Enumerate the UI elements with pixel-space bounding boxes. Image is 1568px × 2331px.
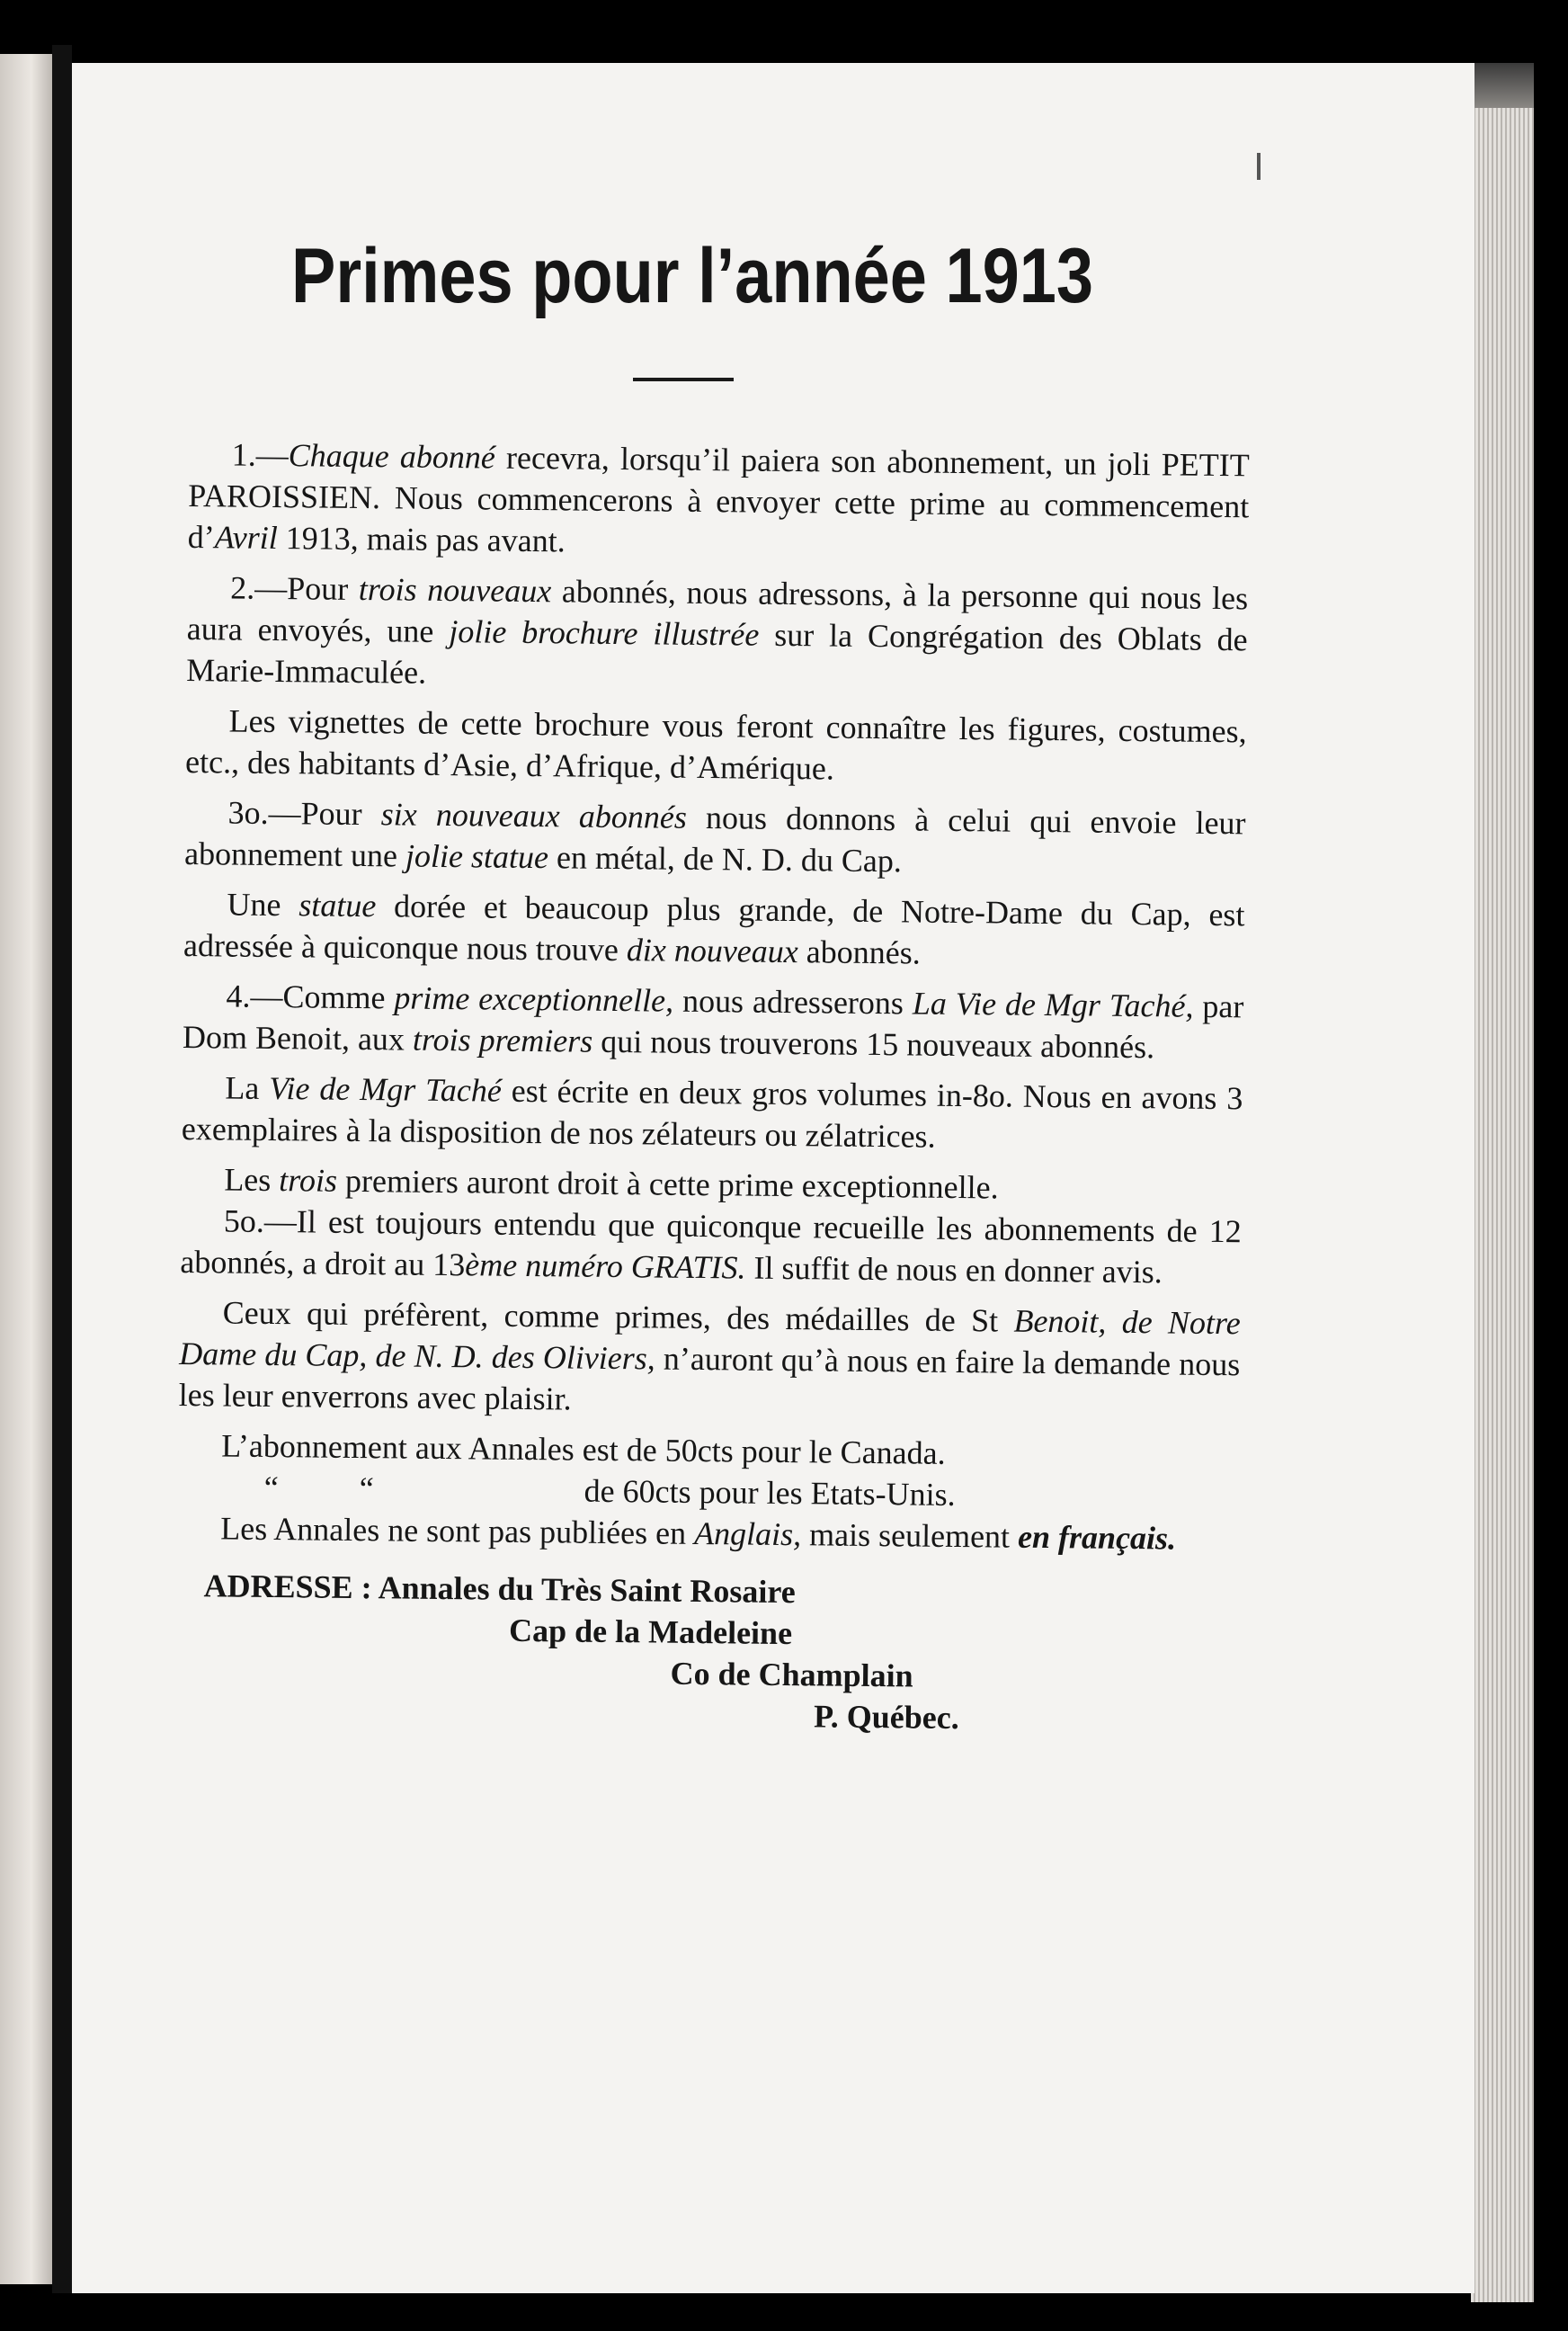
p5-tail: abonnés. xyxy=(797,933,921,971)
p9-lead: 5o.—Il est toujours entendu que quiconque recueille les abonnements de 12 abonnés, a droit au 13 xyxy=(180,1202,1242,1283)
title-rule xyxy=(633,378,734,381)
paragraph-6 xyxy=(183,975,1244,1068)
paragraph-5 xyxy=(183,883,1245,977)
ditto-marks: “ “ xyxy=(263,1469,374,1507)
p4-em: six nouveaux abonnés xyxy=(380,796,688,835)
book-spine xyxy=(52,45,72,2293)
p6-em2: La Vie de Mgr Taché, xyxy=(912,985,1194,1024)
p2-em: trois nouveaux xyxy=(358,570,552,610)
address-block xyxy=(175,1565,1238,1741)
p13-rest: mais seulement xyxy=(800,1516,1019,1555)
paragraph-1 xyxy=(188,433,1250,568)
p7-tail: est écrite en deux gros volumes in-8o. Nous en avons 3 exemplaires à la disposition de nos zélateurs ou zélatrices. xyxy=(181,1072,1243,1155)
p8-em: trois xyxy=(279,1162,338,1199)
p5-rest: dorée et beaucoup plus grande, de Notre-Dame du Cap, est adressée à quiconque nous trouve xyxy=(183,888,1245,969)
p6-em3: trois premiers xyxy=(412,1021,593,1059)
p2-tail: sur la Congrégation des Oblats de Marie-Immaculée. xyxy=(186,616,1248,691)
address-line-3: P. Québec. xyxy=(813,1698,959,1737)
p2-lead: 2.—Pour xyxy=(229,569,360,607)
p1-em2: Avril xyxy=(214,519,278,557)
p6-lead: 4.—Comme xyxy=(226,978,395,1016)
paragraph-10 xyxy=(179,1291,1241,1426)
p6-em: prime exceptionnelle, xyxy=(394,979,674,1019)
p8-tail: premiers auront droit à cette prime exceptionnelle. xyxy=(336,1162,999,1206)
p1-lead: 1.— xyxy=(231,436,289,474)
p12-text: de 60cts pour les Etats-Unis. xyxy=(584,1472,956,1513)
p6-mid: par Dom Benoit, aux xyxy=(182,987,1244,1058)
p4-em2: jolie statue xyxy=(405,837,549,876)
address-line-2: Co de Champlain xyxy=(670,1655,913,1694)
document-body xyxy=(175,433,1250,1741)
page-title: Primes pour l’année 1913 xyxy=(290,233,1094,319)
p7-em: Vie de Mgr Taché xyxy=(269,1069,503,1109)
p2-rest: abonnés, nous adressons, à la personne qui nous les aura envoyés, une xyxy=(186,573,1249,650)
p7-lead: La xyxy=(225,1069,270,1106)
p13-em2: en français. xyxy=(1017,1518,1177,1557)
paragraph-4 xyxy=(184,791,1246,885)
paragraph-9 xyxy=(180,1200,1242,1293)
document-page xyxy=(72,63,1474,2293)
p5-em: statue xyxy=(298,887,377,924)
address-line-0: ADRESSE : Annales du Très Saint Rosaire xyxy=(203,1567,796,1611)
paragraph-7 xyxy=(182,1067,1243,1160)
p6-rest: nous adresserons xyxy=(673,982,913,1022)
p4-rest: nous donnons à celui qui envoie leur abonnement une xyxy=(183,799,1246,874)
p4-tail: en métal, de N. D. du Cap. xyxy=(548,839,903,880)
p10-em: Benoit, de Notre Dame du Cap, de N. D. des Oliviers, xyxy=(179,1302,1241,1377)
p1-tail: 1913, mais pas avant. xyxy=(277,520,566,559)
previous-page-edge xyxy=(0,54,52,2284)
p2-em2: jolie brochure illustrée xyxy=(449,613,760,653)
p9-em: ème numéro GRATIS. xyxy=(465,1246,746,1286)
p1-rest: recevra, lorsqu’il paiera son abonnement, un joli PETIT PAROISSIEN. Nous commencerons à envoyer cette prime au commencement d’ xyxy=(187,439,1250,556)
address-line-1: Cap de la Madeleine xyxy=(508,1612,793,1652)
p6-tail: qui nous trouverons 15 nouveaux abonnés. xyxy=(592,1023,1155,1066)
p10-tail: n’auront qu’à nous en faire la demande nous les leur enverrons avec plaisir. xyxy=(178,1340,1241,1417)
page-stack-edges xyxy=(1471,108,1534,2302)
paragraph-3: Les vignettes de cette brochure vous feront connaître les figures, costumes, etc., des habitants d’Asie, d’Afrique, d’Amérique. xyxy=(184,702,1247,787)
p4-lead: 3o.—Pour xyxy=(227,794,381,833)
p5-em2: dix nouveaux xyxy=(626,932,798,970)
p13-em: Anglais, xyxy=(693,1514,802,1553)
paragraph-11: L’abonnement aux Annales est de 50cts pour le Canada. xyxy=(221,1427,946,1471)
p13-lead: Les Annales ne sont pas publiées en xyxy=(220,1510,695,1551)
p5-lead: Une xyxy=(227,886,299,924)
p8-lead: Les xyxy=(224,1161,280,1199)
paragraph-2 xyxy=(186,567,1248,701)
p9-tail: Il suffit de nous en donner avis. xyxy=(745,1249,1163,1291)
p10-lead: Ceux qui préfèrent, comme primes, des médailles de St xyxy=(222,1294,1014,1339)
scan-mark xyxy=(1257,153,1261,180)
p1-em: Chaque abonné xyxy=(288,437,496,476)
